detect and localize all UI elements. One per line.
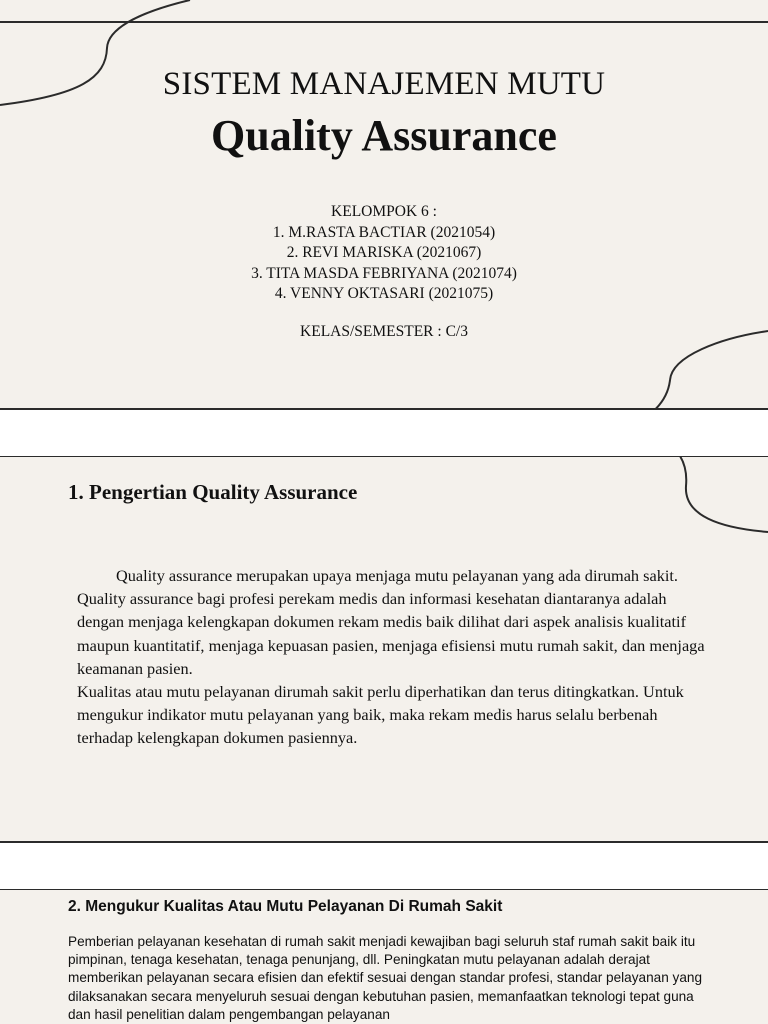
section-body (77, 564, 707, 750)
paragraph: Quality assurance merupakan upaya menjaga mutu pelayanan yang ada dirumah sakit. Quality assurance bagi profesi perekam medis dan informasi kesehatan diantaranya adalah dengan menjaga kelengkapan dokumen rekam medis baik dilihat dari aspek analisis kualitatif maupun kuantitatif, menjaga kepuasan pasien, menjaga efisiensi mutu rumah sakit, dan menjaga keamanan pasien. (77, 566, 705, 678)
section-body: Pemberian pelayanan kesehatan di rumah sakit menjadi kewajiban bagi seluruh staf rumah sakit baik itu pimpinan, tenaga kesehatan, tenaga penunjang, dll. Peningkatan mutu pelayanan adalah derajat memberikan pelayanan secara efisien dan efektif sesuai dengan standar profesi, standar pelayanan yang dilaksanakan secara menyeluruh sesuai dengan kebutuhan pasien, memanfaatkan teknologi tepat guna dan hasil penelitian dalam pengembangan pelayanan (68, 934, 703, 1022)
presentation-title: SISTEM MANAJEMEN MUTU (162, 66, 606, 102)
definition-slide (0, 456, 768, 843)
member-item: 2. REVI MARISKA (2021067) (286, 244, 482, 261)
paragraph: Kualitas atau mutu pelayanan dirumah sakit perlu diperhatikan dan terus ditingkatkan. Untuk mengukur indikator mutu pelayanan yang baik, maka rekam medis harus selalu berbenah terhadap kelengkapan dokumen pasiennya. (77, 682, 684, 748)
section-heading: 1. Pengertian Quality Assurance (68, 480, 358, 504)
member-item: 3. TITA MASDA FEBRIYANA (2021074) (251, 264, 517, 282)
member-item: 1. M.RASTA BACTIAR (2021054) (272, 223, 496, 241)
section-heading: 2. Mengukur Kualitas Atau Mutu Pelayanan Di Rumah Sakit (68, 898, 503, 915)
group-label: KELOMPOK 6 : (331, 203, 437, 220)
member-item: 4. VENNY OKTASARI (2021075) (274, 285, 494, 302)
presentation-subtitle: Quality Assurance (211, 111, 557, 160)
title-slide (0, 0, 768, 410)
measurement-slide (0, 889, 768, 1024)
class-info: KELAS/SEMESTER : C/3 (300, 323, 468, 340)
group-members (0, 202, 768, 305)
